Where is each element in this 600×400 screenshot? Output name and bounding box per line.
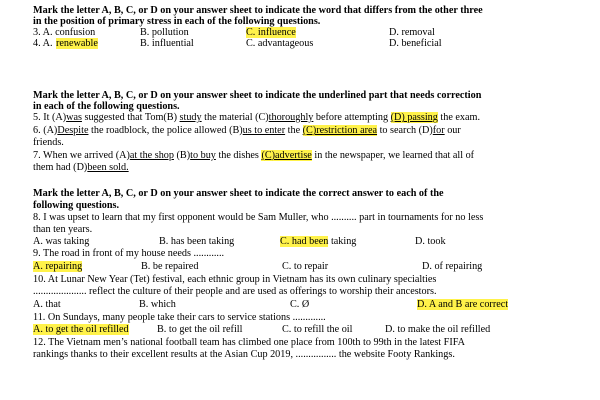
question-12-stem: 12. The Vietnam men’s national football team has climbed one place from 100th to 99th in the latest FIFA <box>33 337 465 348</box>
q8-option-b: B. has been taking <box>159 236 235 247</box>
section1-instruction-line1: Mark the letter A, B, C, or D on your answer sheet to indicate the word that differs from the other three <box>33 5 483 16</box>
question-11-options <box>33 324 569 336</box>
q7-line2-text: them had (D) <box>33 162 88 173</box>
question-9-stem: 9. The road in front of my house needs ............ <box>33 248 225 259</box>
q11-option-a-highlighted: A. to get the oil refilled <box>33 324 129 335</box>
q6-text-3: the <box>285 125 303 136</box>
q6-text-5: our <box>444 125 461 136</box>
q6-text-4: to search (D) <box>377 125 433 136</box>
q3-options-a: 3. A. confusion <box>33 27 96 38</box>
question-6 <box>33 125 569 136</box>
question-10-stem-line2: ..................... reflect the culture of their people and are used as offerings to worship their ancestors. <box>33 286 437 297</box>
q10-option-d-highlighted: D. A and B are correct <box>417 299 509 310</box>
q10-option-c: C. Ø <box>290 299 310 310</box>
section2-instruction-line2: in each of the following questions. <box>33 101 180 112</box>
question-9-options <box>33 261 569 273</box>
section2-instruction-line1: Mark the letter A, B, C, or D on your answer sheet to indicate the underlined part that needs correction <box>33 90 482 101</box>
q4-option-a-highlighted: renewable <box>56 38 98 49</box>
q7-part-c-highlighted: (C)advertise <box>261 150 312 161</box>
q5-part-d-highlighted: (D) passing <box>390 112 438 123</box>
q5-text-1: 5. It (A) <box>33 112 67 123</box>
q7-part-b: to buy <box>190 150 216 161</box>
q4-number: 4. A. <box>33 38 53 49</box>
q8-option-a: A. was taking <box>33 236 90 247</box>
q5-part-a: was <box>66 112 82 123</box>
q5-text-5: the exam. <box>437 112 481 123</box>
q6-continuation: friends. <box>33 137 64 148</box>
q5-part-b: study <box>179 112 202 123</box>
q11-option-d: D. to make the oil refilled <box>385 324 491 335</box>
q6-text-1: 6. (A) <box>33 125 58 136</box>
q11-option-b: B. to get the oil refill <box>157 324 243 335</box>
q5-text-3: the material (C) <box>201 112 269 123</box>
q6-part-d: for <box>432 125 445 136</box>
question-12-stem-line2: rankings thanks to their excellent results at the Asian Cup 2019, ................ the website Footy Rankings. <box>33 349 455 360</box>
q6-part-a: Despite <box>57 125 89 136</box>
question-10-stem: 10. At Lunar New Year (Tet) festival, each ethnic group in Vietnam has its own culinary specialties <box>33 274 437 285</box>
section3-instruction-line2: following questions. <box>33 200 120 211</box>
section3-instruction-line1: Mark the letter A, B, C, or D on your answer sheet to indicate the correct answer to each of the <box>33 188 444 199</box>
q4-option-c: C. advantageous <box>246 38 314 49</box>
q7-part-d: been sold. <box>87 162 129 173</box>
q8-option-d: D. took <box>415 236 446 247</box>
q4-option-b: B. influential <box>140 38 194 49</box>
q3-option-b: B. pollution <box>140 27 189 38</box>
q10-option-b: B. which <box>139 299 176 310</box>
question-5 <box>33 112 569 123</box>
q5-part-c: thoroughly <box>268 112 314 123</box>
question-11-stem: 11. On Sundays, many people take their cars to service stations ............. <box>33 312 326 323</box>
q4-option-d: D. beneficial <box>389 38 442 49</box>
q5-text-2: suggested that Tom(B) <box>81 112 180 123</box>
q6-text-2: the roadblock, the police allowed (B) <box>88 125 243 136</box>
q6-part-c-highlighted: (C)restriction area <box>302 125 378 136</box>
section1-instruction-line2: in the position of primary stress in each of the following questions. <box>33 16 321 27</box>
q7-text-4: in the newspaper, we learned that all of <box>311 150 475 161</box>
question-7 <box>33 150 569 161</box>
q9-option-d: D. of repairing <box>422 261 483 272</box>
q8-option-c-highlighted: C. had been <box>280 236 329 247</box>
q9-option-c: C. to repair <box>282 261 329 272</box>
q7-text-1: 7. When we arrived (A) <box>33 150 130 161</box>
q5-text-4: before attempting <box>313 112 391 123</box>
q3-option-c-highlighted: C. influence <box>246 27 296 38</box>
q3-option-d: D. removal <box>389 27 435 38</box>
question-8-options <box>33 236 569 248</box>
question-8-stem-line2: than ten years. <box>33 224 93 235</box>
question-10-options <box>33 299 569 311</box>
q7-text-3: the dishes <box>215 150 262 161</box>
q6-part-b: us to enter <box>242 125 286 136</box>
question-8-stem: 8. I was upset to learn that my first opponent would be Sam Muller, who .......... part in tournaments for no less <box>33 212 484 223</box>
q7-part-a: at the shop <box>129 150 174 161</box>
q9-option-a-highlighted: A. repairing <box>33 261 83 272</box>
q8-option-c-rest: taking <box>328 236 357 247</box>
q10-option-a: A. that <box>33 299 61 310</box>
q9-option-b: B. be repaired <box>141 261 199 272</box>
q8-option-c <box>280 236 356 247</box>
question-4-row <box>33 38 569 50</box>
q11-option-c: C. to refill the oil <box>282 324 353 335</box>
q7-continuation <box>33 162 569 173</box>
q7-text-2: (B) <box>173 150 191 161</box>
